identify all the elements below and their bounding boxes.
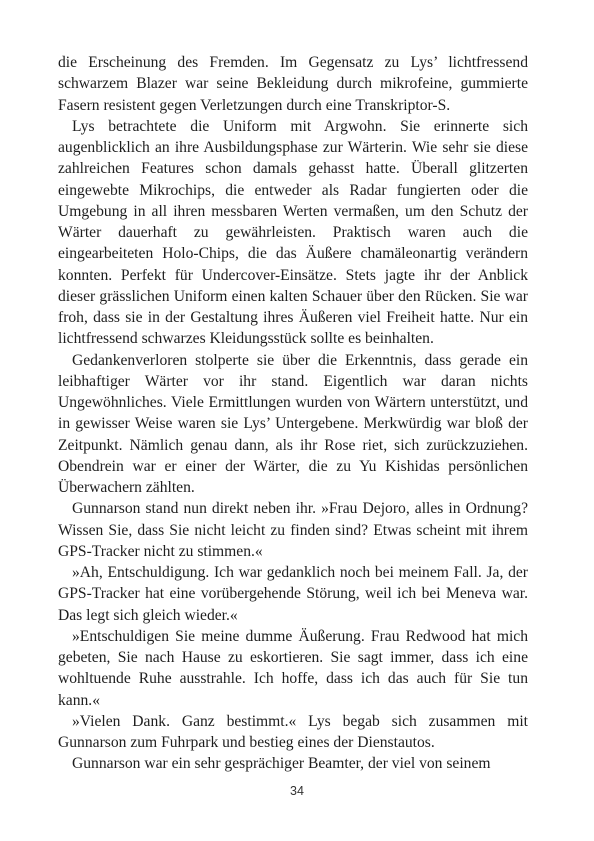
paragraph-uniform: Lys betrachtete die Uniform mit Argwohn. Sie erinnerte sich augenblicklich an ihre Ausbildungsphase zur Wärterin. Wie sehr sie diese zahlreichen Features schon damals gehasst hatte. Überall glitzerten eingewebte Mikrochips, die entweder als Radar fungierten oder die Umgebung in all ihren messbaren Werten vermaßen, um den Schutz der Wärter dauerhaft zu gewährleisten. Praktisch waren auch die eingearbeiteten Holo-Chips, die das Äußere chamäleonartig verändern konnten. Perfekt für Undercover-Einsätze. Stets jagte ihr der Anblick dieser grässlichen Uniform einen kalten Schauer über den Rücken. Sie war froh, dass sie in der Gestaltung ihres Äußeren viel Freiheit hatte. Nur ein lichtfressend schwarzes Kleidungsstück sollte es beinhalten. xyxy=(58,117,528,348)
page-number: 34 xyxy=(290,784,304,798)
paragraph-continued: die Erscheinung des Fremden. Im Gegensatz zu Lys’ lichtfressend schwarzem Blazer war seine Bekleidung durch mikrofeine, gummierte Fasern resistent gegen Verletzungen durch eine Transkriptor-S. xyxy=(58,54,528,114)
paragraph-gunnarson-question: Gunnarson stand nun direkt neben ihr. »Frau Dejoro, alles in Ordnung? Wissen Sie, dass Sie nicht leicht zu finden sind? Etwas scheint mit ihrem GPS-Tracker nicht zu stimmen.« xyxy=(58,500,528,560)
paragraph-departure: »Vielen Dank. Ganz bestimmt.« Lys begab sich zusammen mit Gunnarson zum Fuhrpark und bestieg eines der Dienstautos. xyxy=(58,712,528,751)
paragraph-escort: »Entschuldigen Sie meine dumme Äußerung. Frau Redwood hat mich gebeten, Sie nach Hause zu eskortieren. Sie sagt immer, dass ich eine wohltuende Ruhe ausstrahle. Ich hoffe, dass ich das auch für Sie tun kann.« xyxy=(58,627,528,709)
paragraph-realization: Gedankenverloren stolperte sie über die Erkenntnis, dass gerade ein leibhaftiger Wärter vor ihr stand. Eigentlich war daran nichts Ungewöhnliches. Viele Ermittlungen wurden von Wärtern unterstützt, und in gewisser Weise waren sie Lys’ Untergebene. Merkwürdig war bloß der Zeitpunkt. Nämlich genau dann, als ihr Rose riet, sich zurückzuziehen. Obendrein war er einer der Wärter, die zu Yu Kishidas persönlichen Überwachern zählten. xyxy=(58,351,528,496)
paragraph-lys-reply: »Ah, Entschuldigung. Ich war gedanklich noch bei meinem Fall. Ja, der GPS-Tracker hat eine vorübergehende Störung, weil ich bei Meneva war. Das legt sich gleich wieder.« xyxy=(58,564,528,624)
page-body xyxy=(58,52,528,775)
paragraph-talkative: Gunnarson war ein sehr gesprächiger Beamter, der viel von seinem xyxy=(72,755,491,773)
